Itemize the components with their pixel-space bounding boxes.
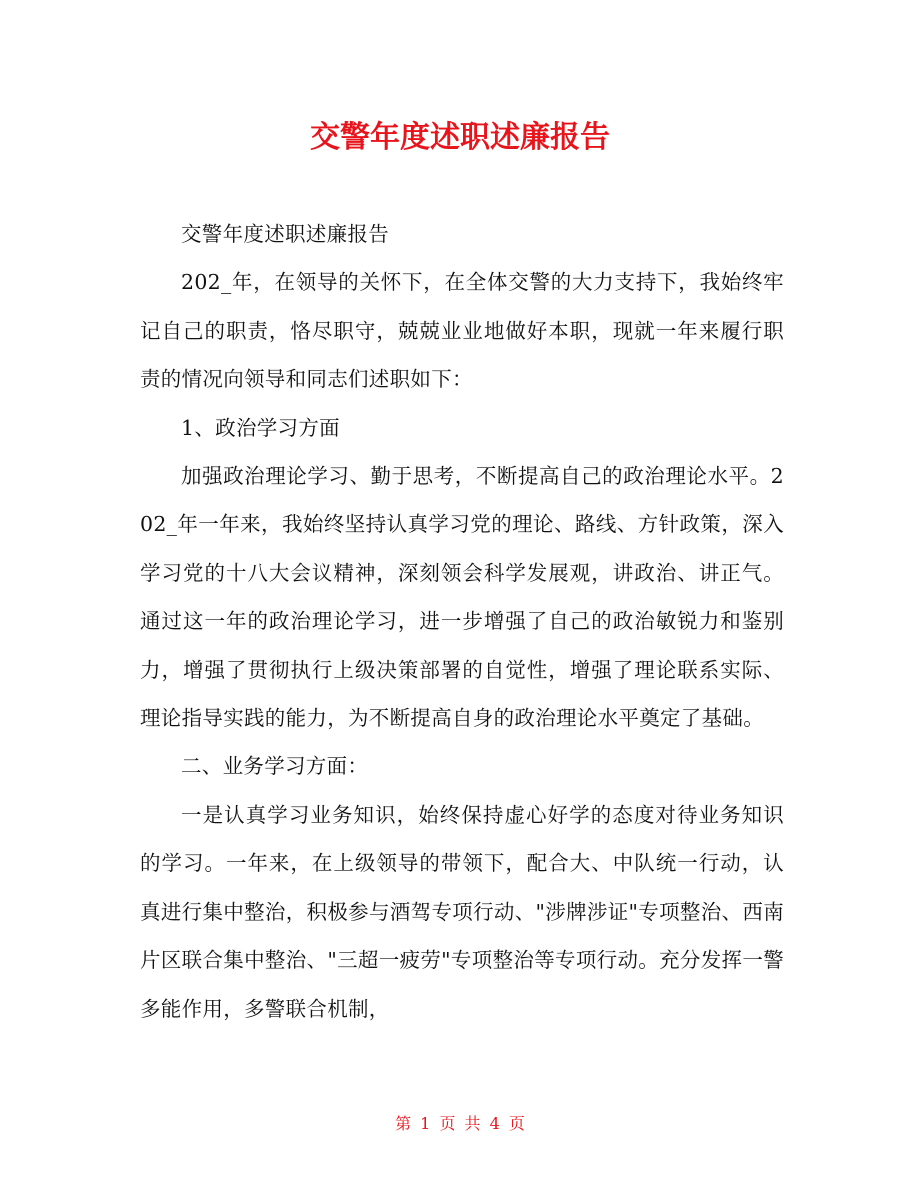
paragraph-intro: 202_年，在领导的关怀下，在全体交警的大力支持下，我始终牢记自己的职责，恪尽职守，兢兢业业地做好本职，现就一年来履行职责的情况向领导和同志们述职如下： [140,270,784,392]
document-title: 交警年度述职述廉报告 [310,120,610,155]
document-body [140,210,784,1033]
paragraph-heading: 交警年度述职述廉报告 [181,222,389,246]
section-heading-business-study: 二、业务学习方面： [181,754,369,779]
page-indicator: 第 1 页 共 4 页 [395,1114,525,1133]
paragraph-business-study: 一是认真学习业务知识，始终保持虚心好学的态度对待业务知识的学习。一年来，在上级领导的带领下，配合大、中队统一行动，认真进行集中整治，积极参与酒驾专项行动、"涉牌涉证"专项整治、西南片区联合集中整治、"三超一疲劳"专项整治等专项行动。充分发挥一警多能作用，多警联合机制， [140,802,784,1021]
section-heading-political-study: 1、政治学习方面 [181,415,340,440]
paragraph-political-study: 加强政治理论学习、勤于思考，不断提高自己的政治理论水平。202_年一年来，我始终坚持认真学习党的理论、路线、方针政策，深入学习党的十八大会议精神，深刻领会科学发展观，讲政治、讲正气。通过这一年的政治理论学习，进一步增强了自己的政治敏锐力和鉴别力，增强了贯彻执行上级决策部署的自觉性，增强了理论联系实际、理论指导实践的能力，为不断提高自身的政治理论水平奠定了基础。 [140,464,784,731]
